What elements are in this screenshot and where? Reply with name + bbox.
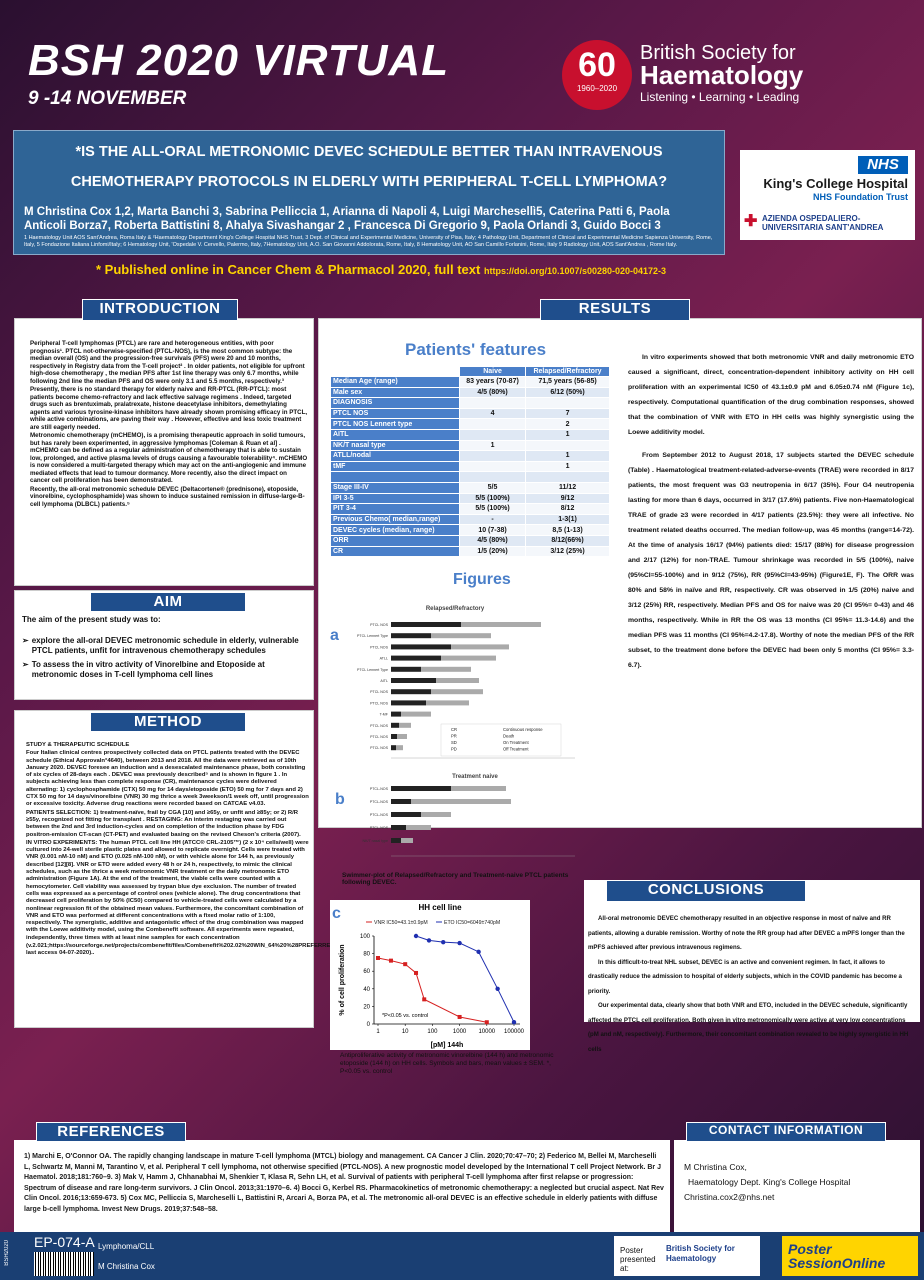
series-line [416, 936, 514, 1022]
intro-header: INTRODUCTION [82, 299, 238, 321]
legend-entry: SD [451, 740, 457, 745]
aou-name: AZIENDA OSPEDALIERO-UNIVERSITARIA SANT'ANDREA [762, 214, 884, 232]
table-row [331, 377, 610, 388]
cell: - [460, 514, 526, 525]
nhs-trust: NHS Foundation Trust [813, 192, 908, 202]
row-label: PIT 3-4 [331, 504, 460, 515]
method-header: METHOD [90, 712, 246, 732]
table-row [331, 525, 610, 536]
title-box [13, 130, 725, 255]
poster-title: *IS THE ALL-ORAL METRONOMIC DEVEC SCHEDULE BETTER THAN INTRAVENOUS CHEMOTHERAPY PROTOCOLS IN ELDERLY WITH PERIPHERAL T-CELL LYMPHOMA? [70, 144, 668, 190]
row-label: IPI 3-5 [331, 493, 460, 504]
aim-item-text: explore the all-oral DEVEC metronomic schedule in elderly, vulnerable PTCL patients, unfit for intravenous chemotherapy schedules [31, 636, 299, 655]
cell: 4 [460, 408, 526, 419]
cell: 5/5 (100%) [460, 504, 526, 515]
conclusions-header: CONCLUSIONS [606, 880, 806, 902]
contact-info [684, 1160, 850, 1205]
col-header [331, 367, 460, 377]
cell [460, 451, 526, 462]
intro-p2: Presently, there is no standard therapy for elderly naive and RR-PTCL (RR-PTCL): most patients become chemo-refractory and lack effective salvage regimens . Indeed, targeted drugs such as brentuximab, pralatrexate, histone deacetylase inhibitors, demethylating agents and various tyrosine-kinase inhibitors have already shown promising efficacy in PTCL, while active combinations, are paving their way . However, effective and less toxic treatment are still eagerly needed. [30, 386, 308, 431]
swimmer-row-label: PTCL NOS [370, 645, 388, 650]
cell: 1 [526, 429, 610, 440]
swimmer-bar-on [391, 838, 401, 843]
aim-item [22, 636, 306, 656]
cell [460, 419, 526, 430]
table-row [331, 514, 610, 525]
event-dates: 9 -14 NOVEMBER [28, 88, 187, 109]
conclusions-text [584, 912, 914, 1057]
row-label: DIAGNOSIS [331, 398, 460, 409]
contact-email[interactable]: Christina.cox2@nhs.net [684, 1192, 775, 1202]
chart-title: HH cell line [418, 903, 462, 912]
kch-name: King's College Hospital [763, 176, 908, 191]
cell: 4/5 (80%) [460, 535, 526, 546]
swimmer-row-label: PTCL Lennert Type [357, 667, 388, 672]
method-text [26, 742, 349, 959]
cell: 9/12 [526, 493, 610, 504]
row-label: NK/T nasal type [331, 440, 460, 451]
swimmer-row-label: PTCL NOS [370, 723, 388, 728]
bsh-line3: Listening • Learning • Leading [640, 90, 800, 104]
poster-session-online-logo [782, 1236, 918, 1276]
swimmer-row-label: PTCL Lennert Type [357, 634, 388, 639]
results-text [628, 350, 914, 673]
conclusion-p1: All-oral metronomic DEVEC chemotherapy resulted in an objective response in most of naïve and RR patients, allowing a durable remission. Worthy of note the RR group had after DEVEC a mPFS longer than the mPFS achieved after previous intravenous regimens. [588, 915, 905, 951]
cell: 4/5 (80%) [460, 387, 526, 398]
x-tick-label: 100000 [503, 1029, 525, 1035]
cell: 2 [526, 419, 610, 430]
swimmer-bar-off [431, 689, 483, 694]
swimmer-bar-off [451, 786, 506, 791]
swimmer-row-label: PTCL NOS [370, 623, 388, 627]
intro-p1: Peripheral T-cell lymphomas (PTCL) are rare and heterogeneous entities, with poor prognosis¹. PTCL not-otherwise-specified (PTCL-NOS), is the most common subtype: the median overall (OS) and the progression-free survivals (PFS) were 20 and 10 months, respectively in Registry data from the T-cell project² . In older patients, not eligible for upfront high-dose chemotherapy , the median PFS after 1st line therapy was only 6.7 months, while following 2nd line the median PFS and OS were only 3.1 and 5.5 months, respectively.³ [30, 340, 305, 385]
arrow-bullet-icon: ➢ [22, 660, 29, 669]
data-point [485, 1020, 489, 1024]
swimmer-bar-off [397, 734, 407, 739]
patients-features-title: Patients' features [405, 340, 547, 359]
references-header: REFERENCES [36, 1122, 186, 1142]
row-label: ORR [331, 535, 460, 546]
poster-code: EP-074-A [34, 1234, 95, 1250]
cell [460, 461, 526, 472]
contact-name: M Christina Cox, [684, 1162, 747, 1172]
swimmer-a-title: Relapsed/Refractory [425, 606, 485, 612]
event-title: BSH 2020 VIRTUAL [28, 36, 450, 85]
cell: 11/12 [526, 482, 610, 493]
swimmer-bar-on [391, 745, 396, 750]
figures-title: Figures [453, 571, 511, 588]
aim-header: AIM [90, 592, 246, 612]
cell: 1 [526, 451, 610, 462]
swimmer-bar-on [391, 689, 431, 694]
swimmer-bar-off [411, 799, 511, 804]
swimmer-bar-on [391, 667, 421, 672]
swimmer-bar-off [406, 825, 431, 830]
cell: 83 years (70-87) [460, 377, 526, 388]
table-row [331, 493, 610, 504]
sixty-number: 60 [578, 46, 616, 84]
swimmer-plot-naive [325, 770, 587, 866]
swimmer-row-label: PTCL NOS [370, 690, 388, 695]
row-label: AITL [331, 429, 460, 440]
col-header: Relapsed/Refractory [526, 367, 610, 377]
results-header: RESULTS [540, 299, 690, 321]
cell: 71,5 years (56-85) [526, 377, 610, 388]
cell: 5/5 (100%) [460, 493, 526, 504]
swimmer-row-label: PTCL-NOS [369, 787, 388, 791]
cell: 6/12 (50%) [526, 387, 610, 398]
references-text: 1) Marchi E, O'Connor OA. The rapidly changing landscape in mature T-cell lymphoma (MTCL) biology and management. CA Cancer J Clin. 2020;70:47–70; 2) Federico M, Bellei M, Marcheselli L, Schwartz M, Manni M, Tarantino V, et al. Peripheral T cell lymphoma, not otherwise specified (PTCL-NOS). A new prognostic model developed by the International T cell Project Network. Br J Haematol. 2018;181:760–9. 3) Mak V, Hamm J, Chhanabhai M, Shenkier T, Klasa R, Sehn LH, et al. Survival of patients with peripheral T-cell lymphoma after first relapse or progression: Spectrum of disease and rare long-term survivors. J Clin Oncol. 2013;31:1970–6. 4) Bocci G, Kerbel RS. Pharmacokinetics of metronomic chemotherapy: a neglected but crucial aspect. Nat Rev Clin Oncol. 2016;13:659-673. 5) Cox MC, Pelliccia S, Marcheselli L, Battistini R, Arcari A, Borza PA, et al. The metronomic all-oral DEVEC is an effective schedule in elderly patients with diffuse large b-cell lymphoma. Invest New Drugs. 2019;37:548–58. [24, 1153, 664, 1213]
swimmer-row-label: AITL [380, 679, 388, 683]
aim-lead: The aim of the present study was to: [22, 615, 161, 624]
swimmer-bar-on [391, 812, 421, 817]
swimmer-row-label: NK/T nasal type [362, 839, 388, 843]
cell: 8,5 (1-13) [526, 525, 610, 536]
barcode-icon [34, 1252, 94, 1276]
row-label: PTCL NOS Lennert type [331, 419, 460, 430]
intro-p3: Metronomic chemotherapy (mCHEMO), is a promising therapeutic approach in solid tumours, but has rarely been experimented, in aggressive lymphomas [Coleman & Ruan et al] . mCHEMO can be defined as a regular administration of chemotherapy that is able to sustain low, prolonged, and active plasma levels of drugs causing a favourable tolerability⁴. mCHEMO is now considered a multi-targeted therapy which may act on the anti-angiogenic and immune mediated effects that lead to tumour dormancy. More recently, also the direct impact on cancer cell proliferation has been demonstrated. [30, 432, 308, 484]
conclusion-p2: In this difficult-to-treat NHL subset, DEVEC is an active and convenient regimen. In fact, it allows to drastically reduce the admission to hospital of elderly subjects, which in the COVID pandemic has become a priority. [588, 958, 902, 995]
hh-caption: Antiproliferative activity of metronomic vinorelbine (144 h) and metronomic etoposide (144 h) on HH cells. Symbols and bars, mean values ± SEM. *, P<0.05 vs. control [340, 1052, 554, 1075]
data-point [495, 987, 499, 991]
poster-category: Lymphoma/CLL [98, 1242, 155, 1251]
published-text: * Published online in Cancer Chem & Pharmacol 2020, full text [96, 262, 481, 277]
swimmer-bar-on [391, 700, 426, 705]
swimmer-row-label: PTCL-NOS [369, 800, 388, 804]
label-c: c [332, 905, 341, 922]
swimmer-bar-off [426, 700, 469, 705]
swimmer-bar-on [391, 734, 397, 739]
significance-note: *P<0.05 vs. control [382, 1013, 429, 1019]
table-row [331, 387, 610, 398]
affiliations: 1 Haematology Unit AOS Sant'Andrea, Roma Italy & ²Haematology Department King's College Hospital NHS Trust, 3 Dept. of Clinical and Experimental Medicine, University of Pisa, Italy; 4 Pathology Unit, Department of Clinical and Experimental Medicine Sapienza University, Rome, Italy, 5 Fondazione Italiana Linfomi/Italy; 6 Hematology Unit, 'Ospedale V. Cervello, Palermo, Italy, 7Hematology Unit, A.O. San Giovanni Addolorata, Rome, Italy, 8 Hematology Unit, AO San Camillo Forlanini, Rome, Italy 9 Radiology Unit, AOS Sant'Andrea , Rome Italy. [24, 235, 713, 248]
arrow-bullet-icon: ➢ [22, 636, 29, 645]
method-p3: IN VITRO EXPERIMENTS: The human PTCL cell line HH (ATCC® CRL-2105™) (2 x 10⁴ cells/well) were cultured into 24-well sterile plastic plates and allowed to replicate overnight. Cells were treated with VNR (0.001 nM-10 nM) and ETO (0.025 nM-100 nM), or with vehicle alone for 144 h, as previously described [12][8]. VNR or ETO were added every 48 h or 24 h, respectively, to mimic the clinical schedules, such as the thrice a week metronomic VNR treatment or the daily metronomic ETO administration (Figure 1A). At the end of the treatment, the viable cells were counted with a hemocytometer. Cell viability was assessed by trypan blue dye exclusion. The number of treated cells was expressed as a percentage of control ones (vehicle alone). The drug concentrations that decreased cell proliferation by 50% (IC50) compared to vehicle-treated cells were calculated by a nonlinear regression fit of the obtained mean values. Furthermore, the concomitant combination of VNR and ETO was performed at different concentrations with a fixed molar ratio of 1:100, respectively. The synergistic, additive and antagonistic effect of the drug combination was mapped with the Loewe additivity model, using the Combenefit software. All experiments were repeated, independently, three times with at least nine samples for each concentration [26, 839, 309, 941]
legend-box [441, 724, 561, 756]
swimmer-bar-on [391, 825, 406, 830]
data-point [414, 934, 418, 938]
data-point [441, 940, 445, 944]
cell [460, 398, 526, 409]
legend-entry: Death [503, 733, 515, 739]
swimmer-bar-on [391, 644, 451, 649]
row-label: PTCL NOS [331, 408, 460, 419]
bsh-line2: Haematology [640, 60, 804, 90]
cell: 1/5 (20%) [460, 546, 526, 557]
method-p1: Four Italian clinical centres prospectively collected data on PTCL patients treated with the DEVEC schedule (Ethical Approvaln°4640), between 2013 and 2018. All the data were retrieved as of 10th January 2020. DEVEC foresee an induction and a desescalated maintenance phase, both consisting of six cycles of 28-days each . DEVEC was previously described⁵ and is shown in figure 1 . In subjects achieving less than complete response (CR), maintenance cycles were delivered alternating: 1) cyclophosphamide (CTX) 50 mg for 14 days/etoposide (ETO) 50 mg for 7 days and 2) CTX 50 mg for 14 days/vinorelbine (VNR) 30 mg thrice a week 3weekson/1 week off, until progression or excessive toxicity. Adverse drug reactions were recorded based on CATCAE v4.03. [26, 750, 309, 808]
swimmer-b-title: Treatment naive [452, 774, 498, 780]
table-row [331, 472, 610, 483]
row-label: Previous Chemo( median,range) [331, 514, 460, 525]
pp-bsh-text: British Society for Haematology [666, 1244, 735, 1263]
aim-item-text: To assess the in vitro activity of Vinorelbine and Etoposide at metronomic doses in T-cell lymphoma cell lines [31, 660, 265, 679]
cell [526, 398, 610, 409]
cell [460, 429, 526, 440]
cell: 3/12 (25%) [526, 546, 610, 557]
bsh-logo [562, 40, 832, 110]
bsh-line1: British Society for [640, 42, 796, 64]
legend-entry: PD [451, 746, 457, 752]
y-tick-label: 40 [363, 986, 370, 993]
table-row [331, 504, 610, 515]
legend-entry: Continuous response [503, 727, 543, 732]
cross-icon: ✚ [744, 213, 758, 230]
x-axis-label: [pM] 144h [430, 1042, 464, 1049]
swimmer-bar-on [391, 678, 436, 683]
poster-presented-text: Poster presented at: [620, 1246, 656, 1273]
row-label: DEVEC cycles (median, range) [331, 525, 460, 536]
table-row [331, 535, 610, 546]
swimmer-bar-on [391, 633, 431, 638]
table-row [331, 429, 610, 440]
swimmer-bar-on [391, 622, 461, 627]
hh-cell-chart [330, 900, 530, 1050]
published-note[interactable] [96, 262, 666, 277]
col-header: Naive [460, 367, 526, 377]
legend-entry: VNR IC50=43.1±0.9pM [374, 920, 428, 926]
x-tick-label: 10 [401, 1029, 409, 1035]
swimmer-bar-off [431, 633, 491, 638]
swimmer-bar-on [391, 712, 401, 717]
swimmer-row-label: PTCL NOS [370, 735, 388, 739]
cell: 7 [526, 408, 610, 419]
swimmer-bar-off [401, 838, 413, 843]
pso-text: Poster SessionOnline [788, 1241, 886, 1271]
table-row [331, 546, 610, 557]
table-row [331, 451, 610, 462]
swimmer-bar-off [441, 656, 496, 661]
contact-header: CONTACT INFORMATION [686, 1122, 886, 1142]
sixty-years: 1960–2020 [576, 84, 618, 93]
swimmer-bar-off [436, 678, 479, 683]
y-tick-label: 80 [363, 951, 370, 958]
swimmer-bar-off [396, 745, 403, 750]
data-point [458, 1015, 462, 1019]
swimmer-bar-off [401, 712, 431, 717]
cell: 1 [460, 440, 526, 451]
data-point [389, 959, 393, 963]
y-tick-label: 20 [363, 1004, 370, 1011]
intro-text [30, 340, 308, 509]
swimmer-row-label: PTCL-NOS [369, 813, 388, 817]
footer-author: M Christina Cox [98, 1262, 155, 1271]
table-row [331, 482, 610, 493]
swimmer-row-label: PTCL NOS [370, 746, 388, 751]
data-point [422, 997, 426, 1001]
sixty-badge [562, 40, 632, 110]
legend-entry: On Treatment [503, 740, 529, 745]
swimmer-bar-on [391, 799, 411, 804]
y-tick-label: 60 [363, 969, 370, 976]
cell [526, 440, 610, 451]
y-tick-label: 100 [359, 934, 370, 940]
swimmer-caption: Swimmer-plot of Relapsed/Refractory and Treatment-naive PTCL patients following DEVEC. [342, 872, 569, 886]
swimmer-bar-off [421, 812, 451, 817]
swimmer-bar-on [391, 723, 399, 728]
authors: M Christina Cox 1,2, Marta Banchi 3, Sabrina Pelliccia 1, Arianna di Napoli 4, Luigi Marchesellì5, Caterina Patti 6, Paola Anticoli Borza7, Roberta Battistini 8, Ahalya Sivashangar 2 , Francesca Di Gregorio 9, Paola Orlandi 3, Guido Bocci 3 [24, 206, 670, 232]
aim-list [22, 636, 306, 680]
cell [526, 472, 610, 483]
swimmer-row-label: T-MF [379, 712, 388, 717]
x-tick-label: 100 [427, 1029, 438, 1035]
table-row [331, 398, 610, 409]
y-axis-label: % of cell proliferation [339, 944, 346, 1016]
method-link[interactable]: (v.2.021;https://sourceforge.net/projects/combenefit/files/Combenefit%202.02%20WIN_64%20%28PREFERRED%29, last access 04-07-2020).. [26, 943, 349, 957]
row-label [331, 472, 460, 483]
cell: 1 [526, 461, 610, 472]
legend-entry: CR [451, 727, 458, 732]
swimmer-bar-off [421, 667, 471, 672]
row-label: Male sex [331, 387, 460, 398]
aim-item [22, 660, 306, 680]
label-a: a [330, 627, 339, 644]
swimmer-bar-on [391, 656, 441, 661]
row-label: Stage III-IV [331, 482, 460, 493]
row-label: Median Age (range) [331, 377, 460, 388]
y-tick-label: 0 [366, 1022, 370, 1028]
table-row [331, 440, 610, 451]
table-row [331, 408, 610, 419]
cell: 8/12 [526, 504, 610, 515]
swimmer-bar-on [391, 786, 451, 791]
cell: 5/5 [460, 482, 526, 493]
nhs-logo: NHS [858, 156, 908, 174]
cell: 8/12(66%) [526, 535, 610, 546]
swimmer-plot-rr [325, 600, 587, 770]
row-label: CR [331, 546, 460, 557]
x-tick-label: 1 [376, 1029, 380, 1035]
swimmer-row-label: PTCL-NOS [369, 826, 388, 830]
table-row [331, 419, 610, 430]
results-p2: From September 2012 to August 2018, 17 subjects started the DEVEC schedule (Table) . Haematological treatment-related-adverse-events (TRAE) were recorded in 8/17 patients, the most frequent was G3 neutropenia in 6/17 (35%). Four G4 neutropenia lasting for more than 6 days, occurred in 3/17 (17.6%) patients. Five non-Haematological TRAE of grade ≥3 were recorded in 4/17 patients (23.5%): they were all infective. No treatment related deaths occurred. The median follow-up, was 45 months (range=14-72). At the time of analysis 16/17 (94%) patients died: 15/17 (88%) for disease progression and 2/17 (12%) for non-TRAE. Tumour shrinkage was recorded in 5/5 (100%), naive (95%CI=55-100%) and in 9/12 (75%), RR (95%CI=43-95%) (Figure1E, F). The ORR was 80% and 58% in naïve and RR, respectively. CR was observed in 1/5 (20%) naive and 3/12 (25%) RR, respectively. Median PFS and OS for naive was 20 (CI 95%= 0-43) and 46 months, respectively. While in RR the OS was 13 months (CI 95%= 11.3-14.6) and the median PFS was 11 months (CI 95%=4.2-17.8). Worthy of note the median PFS of the RR subset, to the treatment done before the DEVEC had been only 5 months (CI 95%= 3.3-6.7). [628, 452, 914, 669]
data-point [457, 941, 461, 945]
data-point [476, 950, 480, 954]
patients-table [330, 366, 610, 557]
legend-entry: ETO IC50=6049±740pM [444, 920, 501, 926]
conclusion-p3: Our experimental data, clearly show that both VNR and ETO, included in the DEVEC schedule, significantly affected the PTCL cell proliferation. Both given in vitro metronomically were active at very low concentrations (pM and nM, respectively). Furthermore, their concomitant combination revealed to be highly synergistic in HH cells [588, 1002, 909, 1053]
method-p2: PATIENTS SELECTION: 1) treatment-naïve, frail by CGA [10] and ≥65y, or unfit and ≥85y; or 2) R/R ≥55y, recognized not fitting for transplant . RESTAGING: An interim restaging was carried out between the 2nd and 3rd induction-cycles and on completion of the induction phase by FDG positron-emission CT-scan (CT-PET) and evaluated basing on the revised Cheson's criteria (2007). [26, 809, 301, 838]
table-header-row [331, 367, 610, 377]
results-p1: In vitro experiments showed that both metronomic VNR and daily metronomic ETO caused a significant, direct, concentration-dependent inhibitory activity on HH cell proliferation with an experimental IC50 of 43.1±0.9 pM and 6.05±0.74 nM (Figure 1c), respectively. Computational quantification of the drug combination responses, showed that the combination of VNR with ETO in HH cells was highly synergistic using the Loewe additivity model. [628, 354, 914, 436]
hospital-logos [740, 150, 915, 240]
data-point [414, 971, 418, 975]
legend-entry: Off Treatment [503, 746, 529, 752]
intro-p4: Recently, the all-oral metronomic schedule DEVEC (Deltacortene® (prednisone), etoposide, vinorelbine, cyclophosphamide) was shown to induce sustained remission in diffuse-large-B-cell lymphoma (DLBCL) patients.⁵ [30, 485, 305, 508]
footer-side-label: BSH2020 [4, 1240, 10, 1266]
swimmer-bar-off [451, 644, 509, 649]
cell [460, 472, 526, 483]
label-b: b [335, 791, 345, 808]
table-body [331, 377, 610, 557]
data-point [512, 1020, 516, 1024]
table-row [331, 461, 610, 472]
cell: 10 (7-38) [460, 525, 526, 536]
contact-dept: Haematology Dept. King's College Hospital [688, 1177, 851, 1187]
swimmer-bar-off [461, 622, 541, 627]
x-tick-label: 1000 [452, 1029, 467, 1035]
poster-presented-logo [614, 1236, 760, 1276]
data-point [376, 956, 380, 960]
doi-link[interactable]: https://doi.org/10.1007/s00280-020-04172-3 [483, 266, 667, 276]
row-label: ATLL/nodal [331, 451, 460, 462]
row-label: tMF [331, 461, 460, 472]
cell: 1-3(1) [526, 514, 610, 525]
data-point [427, 938, 431, 942]
swimmer-bar-off [399, 723, 411, 728]
swimmer-row-label: PTCL NOS [370, 701, 388, 706]
legend-entry: PR [451, 733, 457, 739]
data-point [403, 962, 407, 966]
x-tick-label: 10000 [478, 1029, 496, 1035]
swimmer-row-label: ATLL [379, 656, 388, 661]
method-heading: STUDY & THERAPEUTIC SCHEDULE [26, 742, 130, 748]
